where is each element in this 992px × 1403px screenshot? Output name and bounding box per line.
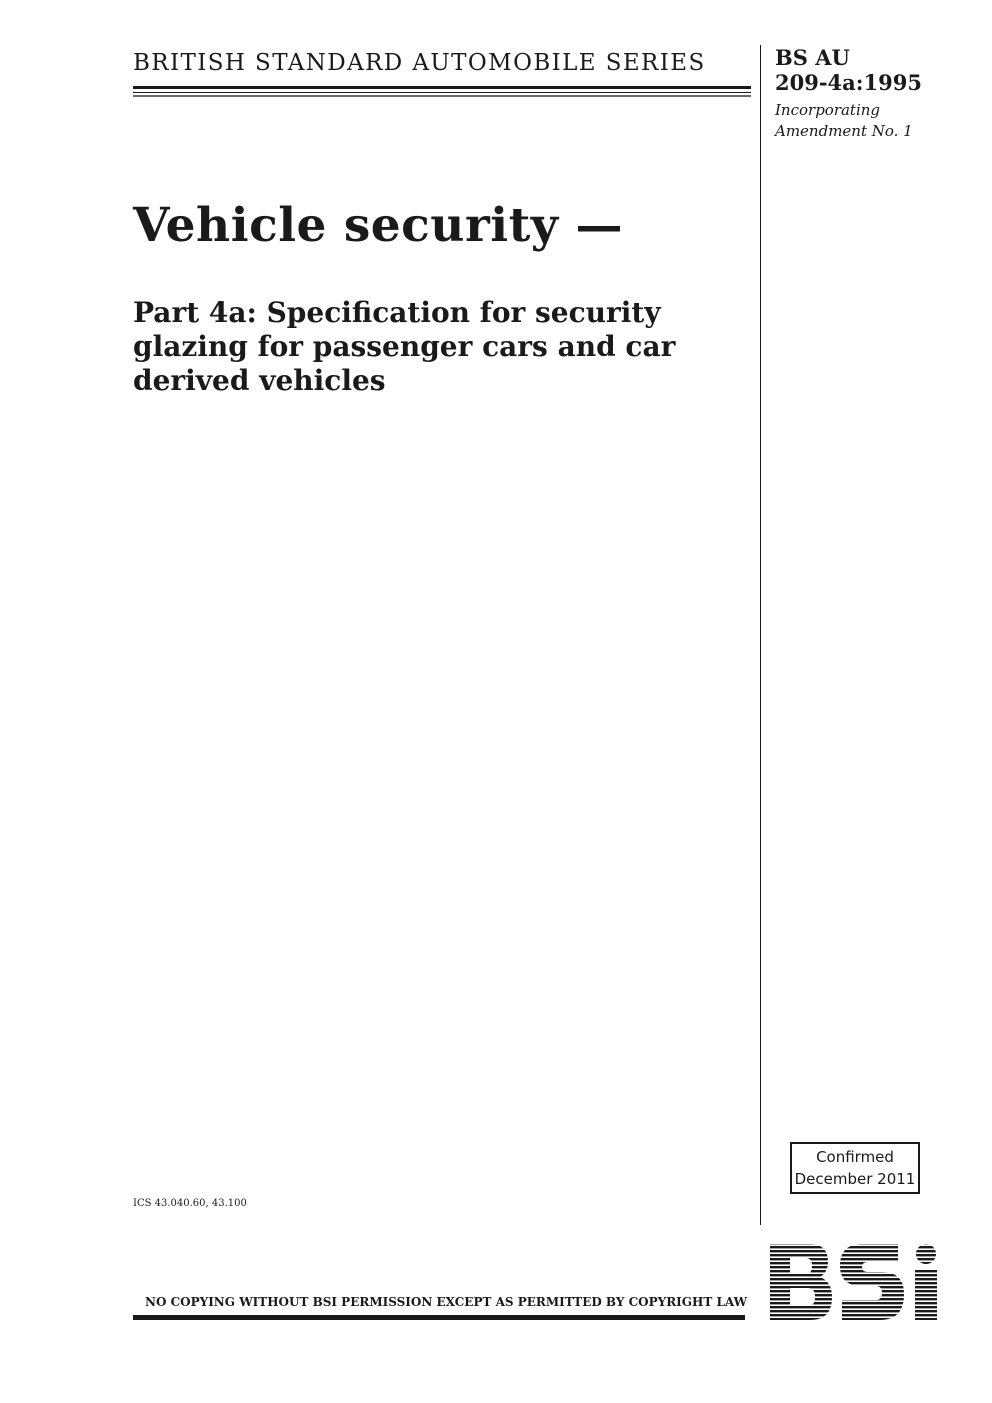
part-title-line3: derived vehicles <box>133 364 386 397</box>
standard-number <box>775 45 922 95</box>
standard-number-line2: 209-4a:1995 <box>775 70 922 95</box>
bsi-logo-icon <box>768 1242 946 1322</box>
standard-number-line1: BS AU <box>775 45 850 70</box>
vertical-divider <box>760 45 761 1225</box>
series-title: BRITISH STANDARD AUTOMOBILE SERIES <box>133 50 706 76</box>
header-rule-bottom <box>133 95 751 97</box>
part-title <box>133 296 693 398</box>
document-title: Vehicle security — <box>133 198 623 253</box>
amendment-line2: Amendment No. 1 <box>775 122 913 140</box>
amendment-note <box>775 100 913 142</box>
confirmed-line2: December 2011 <box>794 1170 916 1188</box>
confirmed-line1: Confirmed <box>816 1148 894 1166</box>
header-rule-top <box>133 86 751 89</box>
footer-rule <box>133 1315 745 1320</box>
part-title-line1: Part 4a: Specification for security <box>133 296 661 329</box>
copyright-notice: NO COPYING WITHOUT BSI PERMISSION EXCEPT AS PERMITTED BY COPYRIGHT LAW <box>145 1295 748 1309</box>
part-title-line2: glazing for passenger cars and car <box>133 330 676 363</box>
ics-code: ICS 43.040.60, 43.100 <box>133 1198 247 1209</box>
header-rule-middle <box>133 92 751 93</box>
amendment-line1: Incorporating <box>775 101 881 119</box>
confirmed-stamp <box>790 1142 920 1194</box>
